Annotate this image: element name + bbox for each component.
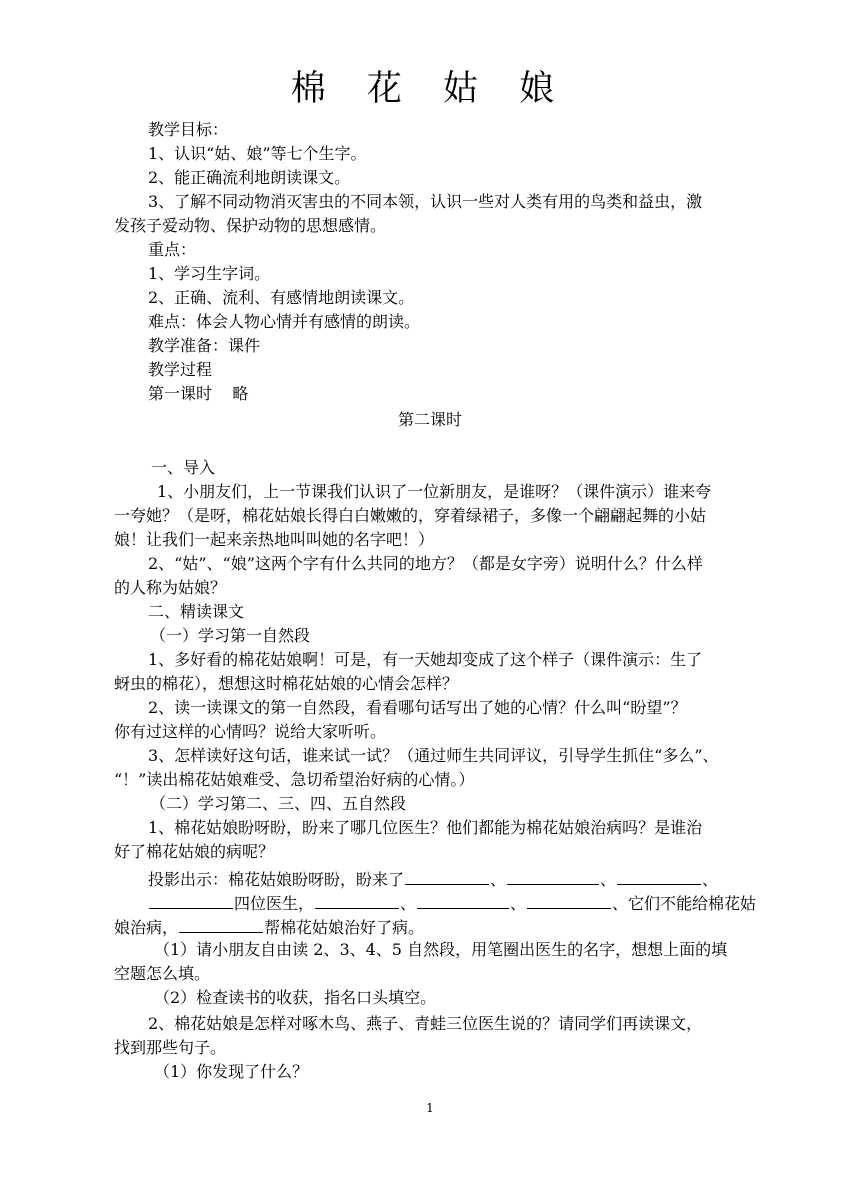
separator: 、 — [490, 870, 507, 889]
text-line: 2、读一读课文的第一自然段，看看哪句话写出了她的心情？什么叫“盼望”？ — [148, 698, 687, 717]
text-line: 2、正确、流利、有感情地朗读课文。 — [148, 288, 415, 307]
text-line: 蚜虫的棉花），想想这时棉花姑娘的心情会怎样？ — [114, 674, 459, 693]
blank — [149, 890, 233, 909]
text-line: “！”读出棉花姑娘难受、急切希望治好病的心情。） — [114, 770, 475, 789]
text-line: 你有过这样的心情吗？说给大家听听。 — [114, 722, 387, 741]
text-line: 重点： — [148, 240, 197, 259]
blank — [507, 866, 599, 885]
text-line: 教学过程 — [148, 360, 213, 379]
fill-text: 帮棉花姑娘治好了病。 — [264, 918, 425, 937]
fill-text: 四位医生， — [234, 894, 315, 913]
text-line: （2）检查读书的收获，指名口头填空。 — [154, 988, 437, 1007]
text-line: 2、棉花姑娘是怎样对啄木鸟、燕子、青蛙三位医生说的？请同学们再读课文， — [148, 1014, 703, 1033]
text-line: 一夸她？（是呀，棉花姑娘长得白白嫩嫩的，穿着绿裙子，多像一个翩翩起舞的小姑 — [114, 506, 707, 525]
fill-text: 娘治病， — [114, 918, 179, 937]
page-number: 1 — [426, 1101, 434, 1115]
text-line: 1、小朋友们，上一节课我们认识了一位新朋友，是谁呀？（课件演示）谁来夸 — [157, 482, 712, 501]
text-line: 3、了解不同动物消灭害虫的不同本领，认识一些对人类有用的鸟类和益虫，激 — [148, 192, 703, 211]
text-line: 1、棉花姑娘盼呀盼，盼来了哪几位医生？他们都能为棉花姑娘治病吗？是谁治 — [148, 818, 703, 837]
text-line: 2、能正确流利地朗读课文。 — [148, 168, 351, 187]
text-line: 二、精读课文 — [148, 602, 245, 621]
text-line: 找到那些句子。 — [114, 1038, 227, 1057]
text-line: 教学目标： — [148, 120, 229, 139]
separator: 、 — [702, 870, 719, 889]
text-line: 好了棉花姑娘的病呢？ — [114, 842, 275, 861]
fill-blank-line — [114, 914, 424, 940]
text-line: 1、认识“姑、娘”等七个生字。 — [148, 144, 367, 163]
blank — [179, 914, 263, 933]
fill-blank-line — [148, 890, 756, 916]
blank — [527, 890, 611, 909]
text-line: 娘！让我们一起来亲热地叫叫她的名字吧！） — [114, 530, 435, 549]
text-line: 的人称为姑娘？ — [114, 578, 227, 597]
text-line: 1、学习生字词。 — [148, 264, 271, 283]
separator: 、 — [510, 894, 527, 913]
text-line: 教学准备：课件 — [148, 336, 261, 355]
text-line: （二）学习第二、三、四、五自然段 — [150, 794, 407, 813]
text-line: 发孩子爱动物、保护动物的思想感情。 — [114, 216, 387, 235]
text-line: 第一课时 略 — [148, 384, 249, 403]
blank — [315, 890, 399, 909]
blank — [417, 890, 509, 909]
blank — [617, 866, 701, 885]
blank — [405, 866, 489, 885]
text-line: 1、多好看的棉花姑娘啊！可是，有一天她却变成了这个样子（课件演示：生了 — [148, 650, 703, 669]
fill-text: 、它们不能给棉花姑 — [612, 894, 757, 913]
text-line: （1）你发现了什么？ — [154, 1062, 309, 1081]
text-line: 空题怎么填。 — [114, 964, 211, 983]
text-line: 一、导入 — [151, 458, 216, 477]
separator: 、 — [600, 870, 617, 889]
text-line: 2、“姑”、“娘”这两个字有什么共同的地方？（都是女字旁）说明什么？什么样 — [148, 554, 703, 573]
page-title: 棉 花 姑 娘 — [290, 69, 570, 109]
fill-blank-line — [148, 866, 718, 892]
text-line: 3、怎样读好这句话，谁来试一试？（通过师生共同评议，引导学生抓住“多么”、 — [148, 746, 719, 765]
section-heading: 第二课时 — [397, 410, 462, 429]
fill-text: 投影出示：棉花姑娘盼呀盼，盼来了 — [148, 870, 405, 889]
text-line: （一）学习第一自然段 — [150, 626, 311, 645]
separator: 、 — [400, 894, 417, 913]
text-line: 难点：体会人物心情并有感情的朗读。 — [148, 312, 421, 331]
text-line: （1）请小朋友自由读 2、3、4、5 自然段，用笔圈出医生的名字，想想上面的填 — [154, 940, 728, 959]
